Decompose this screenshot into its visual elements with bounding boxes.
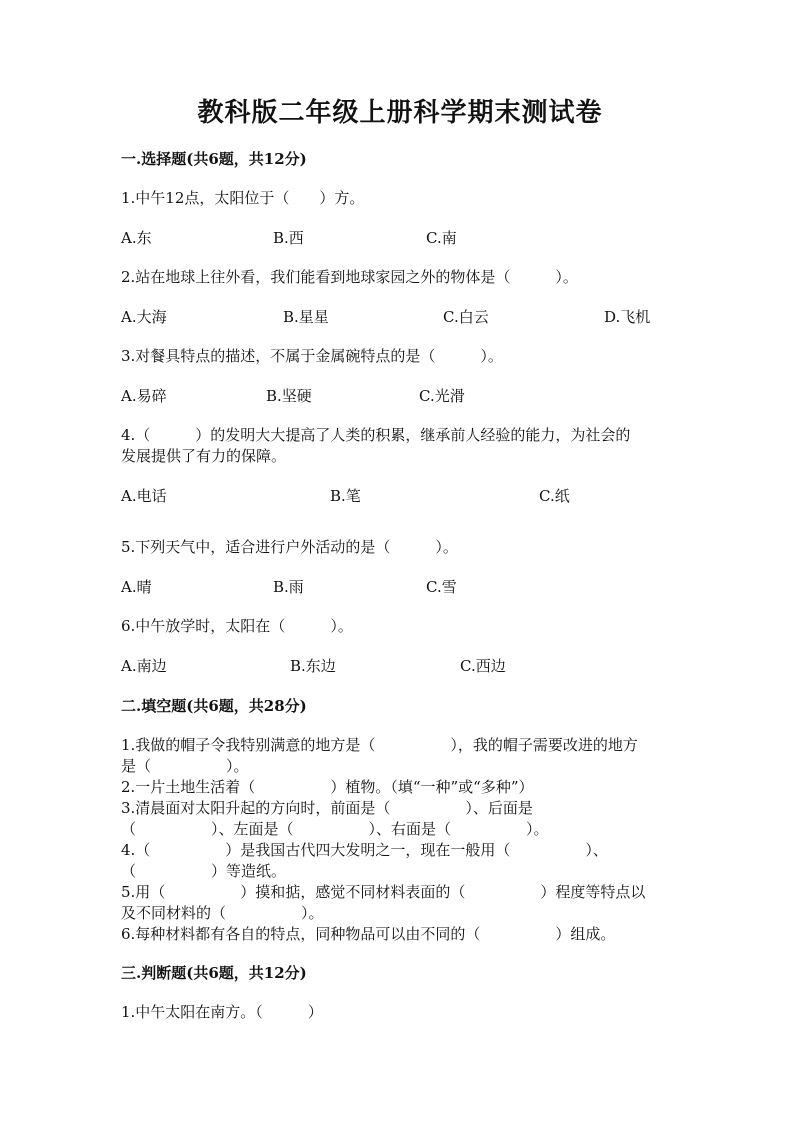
- fill-line-5: （ ）、左面是（ ）、右面是（ ）。: [121, 820, 549, 838]
- choice-question-4-line2: 发展提供了有力的保障。: [121, 447, 287, 465]
- choice-4-option-b: B.笔: [330, 487, 361, 505]
- choice-5-option-a: A.晴: [121, 578, 152, 596]
- page-title: 教科版二年级上册科学期末测试卷: [197, 98, 603, 128]
- fill-line-6: 4.（ ）是我国古代四大发明之一，现在一般用（ ）、: [121, 841, 608, 859]
- section-heading-choice: 一.选择题(共6题，共12分): [121, 150, 307, 168]
- choice-1-option-a: A.东: [121, 229, 152, 247]
- choice-question-1: 1.中午12点，太阳位于（ ）方。: [121, 189, 365, 207]
- choice-5-option-c: C.雪: [426, 578, 457, 596]
- choice-6-option-b: B.东边: [290, 657, 336, 675]
- fill-line-10: 6.每种材料都有各自的特点，同种物品可以由不同的（ ）组成。: [121, 925, 616, 943]
- fill-line-1: 1.我做的帽子令我特别满意的地方是（ ），我的帽子需要改进的地方: [121, 736, 638, 754]
- choice-1-option-c: C.南: [426, 229, 457, 247]
- choice-question-6: 6.中午放学时，太阳在（ ）。: [121, 617, 353, 635]
- section-heading-fill: 二.填空题(共6题，共28分): [121, 697, 307, 715]
- judge-question-1: 1.中午太阳在南方。（ ）: [121, 1003, 323, 1021]
- choice-1-option-b: B.西: [273, 229, 304, 247]
- choice-6-option-a: A.南边: [121, 657, 167, 675]
- fill-line-8: 5.用（ ）摸和掂，感觉不同材料表面的（ ）程度等特点以: [121, 883, 646, 901]
- choice-2-option-d: D.飞机: [604, 308, 651, 326]
- choice-3-option-b: B.坚硬: [266, 387, 312, 405]
- fill-line-2: 是（ ）。: [121, 757, 249, 775]
- choice-question-5: 5.下列天气中，适合进行户外活动的是（ ）。: [121, 538, 458, 556]
- section-heading-judge: 三.判断题(共6题，共12分): [121, 964, 307, 982]
- choice-question-4-line1: 4.（ ）的发明大大提高了人类的积累，继承前人经验的能力，为社会的: [121, 426, 631, 444]
- choice-3-option-a: A.易碎: [121, 387, 167, 405]
- choice-4-option-a: A.电话: [121, 487, 167, 505]
- choice-3-option-c: C.光滑: [419, 387, 465, 405]
- choice-2-option-a: A.大海: [121, 308, 167, 326]
- choice-5-option-b: B.雨: [273, 578, 304, 596]
- choice-question-3: 3.对餐具特点的描述，不属于金属碗特点的是（ ）。: [121, 347, 503, 365]
- choice-6-option-c: C.西边: [460, 657, 506, 675]
- fill-line-7: （ ）等造纸。: [121, 862, 287, 880]
- fill-line-4: 3.清晨面对太阳升起的方向时，前面是（ ）、后面是: [121, 799, 533, 817]
- choice-question-2: 2.站在地球上往外看，我们能看到地球家园之外的物体是（ ）。: [121, 268, 578, 286]
- fill-line-9: 及不同材料的（ ）。: [121, 904, 324, 922]
- choice-2-option-b: B.星星: [283, 308, 329, 326]
- choice-2-option-c: C.白云: [443, 308, 489, 326]
- fill-line-3: 2.一片土地生活着（ ）植物。（填“一种”或“多种”）: [121, 778, 534, 796]
- choice-4-option-c: C.纸: [539, 487, 570, 505]
